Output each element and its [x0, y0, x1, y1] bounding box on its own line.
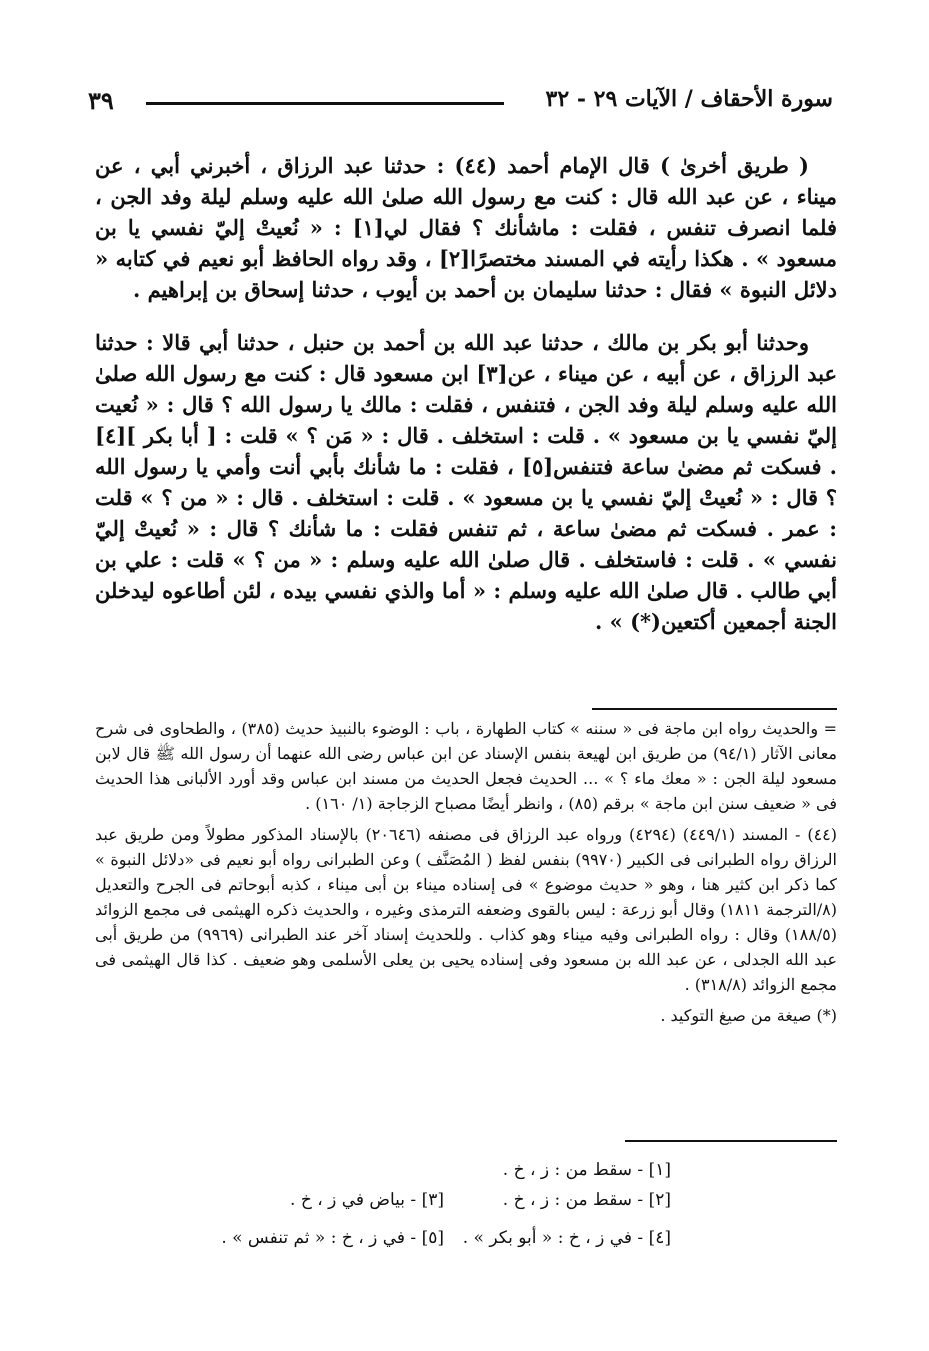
notes-separator — [592, 708, 837, 710]
paragraph-1: ( طريق أخرىٰ ) قال الإمام أحمد (٤٤) : حدثنا عبد الرزاق ، أخبرني أبي ، عن ميناء ، عن عبد الله قال : كنت مع رسول الله صلىٰ الله عليه وسلم ليلة وفد الجن ، فلما انصرف تنفس ، فقلت : ماشأنك ؟ فقال لي[١] : « نُعيتْ إليّ نفسي يا بن مسعود » . هكذا رأيته في المسند مختصرًا[٢] ، وقد رواه الحافظ أبو نعيم في كتابه « دلائل النبوة » فقال : حدثنا سليمان بن أحمد بن أيوب ، حدثنا إسحاق بن إبراهيم . — [95, 153, 837, 302]
variants-separator — [625, 1140, 837, 1142]
note-44: (٤٤) - المسند (٤٤٩/١) (٤٢٩٤) ورواه عبد الرزاق فى مصنفه (٢٠٦٤٦) بالإسناد المذكور مطولاً ومن طريق عبد الرزاق رواه الطبرانى فى الكبير (٩٩٧٠) بنفس لفظ ( المُصَنَّف ) وعن الطبرانى رواه أبو نعيم فى «دلائل النبوة » كما ذكر ابن كثير هنا ، وهو « حديث موضوع » فى إسناده ميناء بن أبى ميناء ، كذبه أبوحاتم فى الجرح والتعديل (٨/الترجمة ١٨١١) وقال أبو زرعة : ليس بالقوى وضعفه الترمذى وغيره ، والحديث ذكره الهيثمى فى مجمع الزوائد (١٨٨/٥) وقال : رواه الطبرانى وفيه ميناء وهو كذاب . وللحديث إسناد آخر عند الطبرانى (٩٩٦٩) من طريق أبى عبد الله الجدلى ، عن عبد الله بن مسعود وفى إسناده يحيى بن يعلى الأسلمى وهو ضعيف . كذا قال الهيثمى فى مجمع الزوائد (٣١٨/٨) . — [95, 825, 838, 994]
note-continued: = والحديث رواه ابن ماجة فى « سننه » كتاب الطهارة ، باب : الوضوء بالنبيذ حديث (٣٨٥) ، والطحاوى فى شرح معانى الآثار (٩٤/١) من طريق ابن لهيعة بنفس الإسناد عن ابن عباس رضى الله عنهما أن رسول الله ﷺ قال لابن مسعود ليلة الجن : « معك ماء ؟ » ... الحديث فجعل الحديث من مسند ابن عباس وقد أورد الألبانى هذا الحديث فى « ضعيف سنن ابن ماجة » برقم (٨٥) ، وانظر أيضًا مصباح الزجاجة (١/ ١٦٠) . — [95, 719, 838, 813]
variant-note-1: [١] - سقط من : ز ، خ . — [502, 1160, 671, 1180]
main-text — [95, 150, 837, 659]
footnotes-block — [95, 716, 837, 1034]
paragraph-2: وحدثنا أبو بكر بن مالك ، حدثنا عبد الله بن أحمد بن حنبل ، حدثنا أبي قالا : حدثنا عبد الرزاق ، عن أبيه ، عن ميناء ، عن[٣] ابن مسعود قال : كنت مع رسول الله صلىٰ الله عليه وسلم ليلة وفد الجن ، فتنفس ، فقلت : مالك يا رسول الله ؟ قال : « نُعيت إليّ نفسي يا بن مسعود » . قلت : استخلف . قال : « مَن ؟ » قلت : [ أبا بكر ][٤] . فسكت ثم مضىٰ ساعة فتنفس[٥] ، فقلت : ما شأنك بأبي أنت وأمي يا رسول الله ؟ قال : « نُعيتْ إليّ نفسي يا بن مسعود » . قلت : استخلف . قال : « من ؟ » قلت : عمر . فسكت ثم مضىٰ ساعة ، ثم تنفس فقلت : ما شأنك ؟ قال : « نُعيتْ إليّ نفسي » . قلت : فاستخلف . قال صلىٰ الله عليه وسلم : « من ؟ » قلت : علي بن أبي طالب . قال صلىٰ الله عليه وسلم : « أما والذي نفسي بيده ، لئن أطاعوه ليدخلن الجنة أجمعين أكتعين(*) » . — [95, 330, 837, 634]
variant-note-5: [٥] - في ز ، خ : « ثم تنفس » . — [221, 1228, 444, 1248]
note-star: (*) صيغة من صيغ التوكيد . — [660, 1006, 837, 1025]
variant-note-3: [٣] - بياض في ز ، خ . — [290, 1190, 444, 1210]
running-header — [88, 86, 833, 122]
variant-note-4: [٤] - في ز ، خ : « أبو بكر » . — [462, 1228, 671, 1248]
page-number: ٣٩ — [88, 86, 114, 115]
header-rule — [146, 102, 504, 105]
variant-note-2: [٢] - سقط من : ز ، خ . — [502, 1190, 671, 1210]
surah-title: سورة الأحقاف / الآيات ٢٩ - ٣٢ — [545, 86, 833, 112]
